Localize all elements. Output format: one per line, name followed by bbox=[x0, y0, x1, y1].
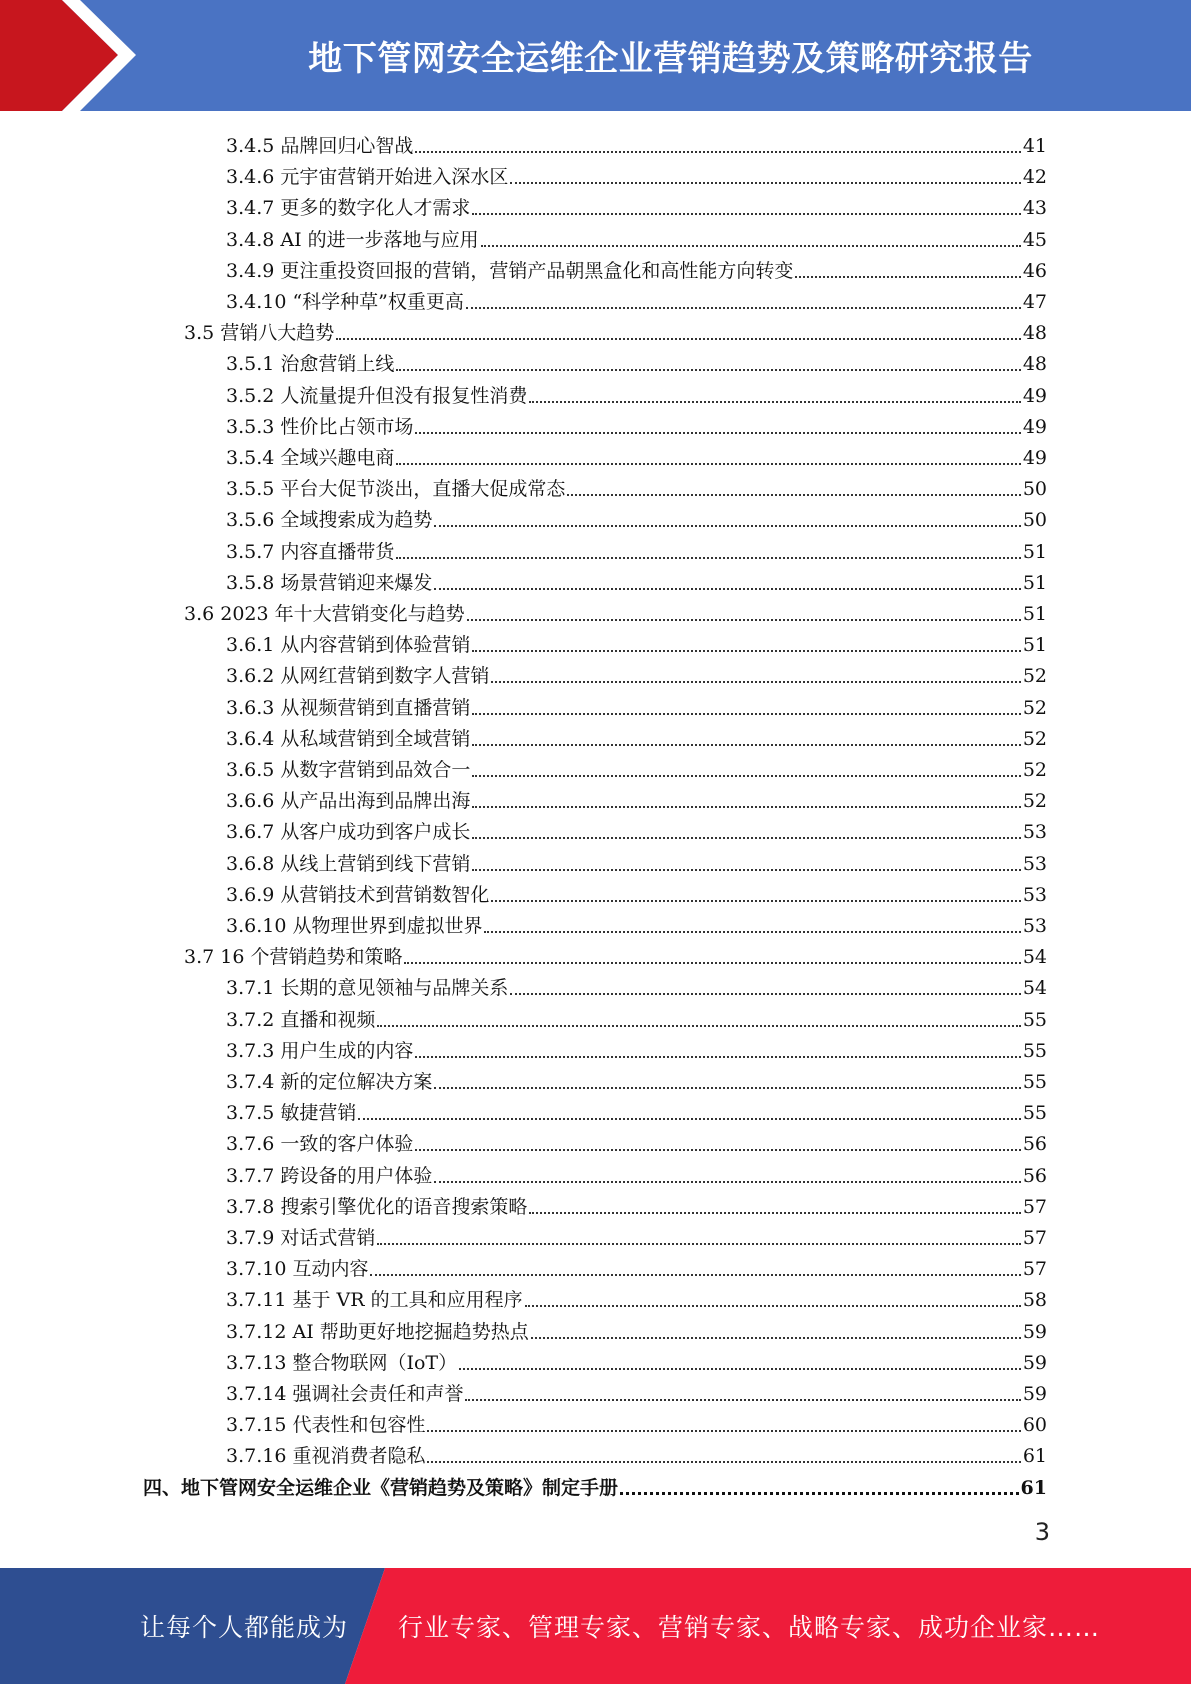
toc-leader-dots bbox=[396, 556, 1020, 559]
toc-entry-page: 59 bbox=[1022, 1321, 1047, 1343]
toc-leader-dots bbox=[434, 1180, 1020, 1183]
toc-entry[interactable] bbox=[226, 501, 1047, 532]
toc-entry-page: 56 bbox=[1022, 1165, 1047, 1187]
toc-leader-dots bbox=[467, 618, 1021, 621]
toc-entry-label: 3.4.7 更多的数字化人才需求 bbox=[226, 197, 471, 219]
toc-entry-page: 53 bbox=[1022, 821, 1047, 843]
toc-leader-dots bbox=[491, 899, 1020, 902]
toc-entry-label: 3.7.3 用户生成的内容 bbox=[226, 1040, 414, 1062]
toc-entry[interactable] bbox=[226, 813, 1047, 844]
toc-leader-dots bbox=[396, 462, 1020, 465]
toc-leader-dots bbox=[481, 244, 1021, 247]
toc-entry-page: 52 bbox=[1022, 665, 1047, 687]
toc-leader-dots bbox=[465, 1398, 1020, 1401]
toc-entry[interactable] bbox=[184, 938, 1047, 969]
toc-leader-dots bbox=[427, 1460, 1020, 1463]
toc-entry-label: 3.6 2023 年十大营销变化与趋势 bbox=[184, 603, 465, 625]
toc-entry-page: 54 bbox=[1022, 946, 1047, 968]
toc-entry-label: 3.5.6 全域搜索成为趋势 bbox=[226, 509, 433, 531]
toc-entry-page: 55 bbox=[1022, 1040, 1047, 1062]
toc-entry-label: 3.5.1 治愈营销上线 bbox=[226, 353, 395, 375]
toc-leader-dots bbox=[415, 431, 1020, 434]
toc-entry[interactable] bbox=[226, 221, 1047, 252]
toc-entry-page: 51 bbox=[1022, 541, 1047, 563]
toc-entry-label: 3.6.4 从私域营销到全域营销 bbox=[226, 728, 471, 750]
footer-slogan-left: 让每个人都能成为 bbox=[140, 1613, 349, 1642]
toc-entry[interactable] bbox=[226, 1188, 1047, 1219]
toc-entry[interactable] bbox=[226, 907, 1047, 938]
toc-entry-label: 3.4.9 更注重投资回报的营销，营销产品朝黑盒化和高性能方向转变 bbox=[226, 260, 794, 282]
toc-entry[interactable] bbox=[226, 720, 1047, 751]
toc-entry-page: 55 bbox=[1022, 1102, 1047, 1124]
page-footer bbox=[0, 1568, 1191, 1684]
toc-entry[interactable] bbox=[226, 969, 1047, 1000]
toc-leader-dots bbox=[795, 275, 1020, 278]
toc-entry[interactable] bbox=[226, 1250, 1047, 1281]
toc-entry-page: 51 bbox=[1022, 634, 1047, 656]
toc-entry-label: 3.4.10 “科学种草”权重更高 bbox=[226, 291, 464, 313]
toc-entry-page: 46 bbox=[1022, 260, 1047, 282]
toc-leader-dots bbox=[377, 1024, 1020, 1027]
toc-entry[interactable] bbox=[226, 626, 1047, 657]
toc-entry[interactable] bbox=[226, 1032, 1047, 1063]
toc-leader-dots bbox=[472, 649, 1020, 652]
toc-entry[interactable] bbox=[226, 408, 1047, 439]
toc-leader-dots bbox=[434, 587, 1020, 590]
toc-entry[interactable] bbox=[226, 751, 1047, 782]
toc-entry-label: 3.7.15 代表性和包容性 bbox=[226, 1414, 426, 1436]
toc-leader-dots bbox=[529, 400, 1020, 403]
toc-leader-dots bbox=[358, 1117, 1020, 1120]
toc-entry-page: 50 bbox=[1022, 478, 1047, 500]
toc-entry-label: 四、地下管网安全运维企业《营销趋势及策略》制定手册 bbox=[143, 1477, 619, 1499]
toc-leader-dots bbox=[472, 774, 1020, 777]
toc-entry-label: 3.7.11 基于 VR 的工具和应用程序 bbox=[226, 1289, 523, 1311]
toc-leader-dots bbox=[434, 524, 1020, 527]
toc-entry-label: 3.7.1 长期的意见领袖与品牌关系 bbox=[226, 977, 509, 999]
toc-entry-label: 3.5.4 全域兴趣电商 bbox=[226, 447, 395, 469]
toc-entry-label: 3.4.6 元宇宙营销开始进入深水区 bbox=[226, 166, 509, 188]
toc-entry-label: 3.7.4 新的定位解决方案 bbox=[226, 1071, 433, 1093]
toc-leader-dots bbox=[466, 306, 1021, 309]
toc-entry-page: 52 bbox=[1022, 790, 1047, 812]
toc-entry-label: 3.4.8 AI 的进一步落地与应用 bbox=[226, 229, 479, 251]
toc-leader-dots bbox=[529, 1211, 1020, 1214]
toc-entry-label: 3.7.12 AI 帮助更好地挖掘趋势热点 bbox=[226, 1321, 529, 1343]
toc-entry-label: 3.6.7 从客户成功到客户成长 bbox=[226, 821, 471, 843]
toc-entry-page: 51 bbox=[1022, 572, 1047, 594]
toc-entry[interactable] bbox=[226, 657, 1047, 688]
toc-leader-dots bbox=[567, 493, 1020, 496]
toc-leader-dots bbox=[415, 1148, 1020, 1151]
toc-entry-label: 3.6.8 从线上营销到线下营销 bbox=[226, 853, 471, 875]
toc-entry-page: 43 bbox=[1022, 197, 1047, 219]
toc-entry-label: 3.6.10 从物理世界到虚拟世界 bbox=[226, 915, 483, 937]
toc-entry[interactable] bbox=[143, 1469, 1047, 1500]
toc-entry[interactable] bbox=[226, 876, 1047, 907]
toc-entry-page: 55 bbox=[1022, 1071, 1047, 1093]
toc-entry-label: 3.7.16 重视消费者隐私 bbox=[226, 1445, 426, 1467]
toc-entry[interactable] bbox=[226, 1063, 1047, 1094]
toc-entry[interactable] bbox=[226, 1219, 1047, 1250]
toc-entry-label: 3.6.5 从数字营销到品效合一 bbox=[226, 759, 471, 781]
toc-entry-page: 48 bbox=[1022, 322, 1047, 344]
toc-entry[interactable] bbox=[226, 1313, 1047, 1344]
toc-entry[interactable] bbox=[226, 252, 1047, 283]
report-title: 地下管网安全运维企业营销趋势及策略研究报告 bbox=[308, 39, 1033, 79]
toc-leader-dots bbox=[472, 712, 1020, 715]
toc-entry[interactable] bbox=[226, 689, 1047, 720]
toc-entry[interactable] bbox=[226, 158, 1047, 189]
toc-entry[interactable] bbox=[226, 1344, 1047, 1375]
toc-entry-label: 3.5.3 性价比占领市场 bbox=[226, 416, 414, 438]
toc-leader-dots bbox=[472, 836, 1020, 839]
toc-entry-page: 52 bbox=[1022, 728, 1047, 750]
toc-entry-label: 3.6.2 从网红营销到数字人营销 bbox=[226, 665, 490, 687]
toc-entry[interactable] bbox=[226, 533, 1047, 564]
toc-entry-page: 51 bbox=[1022, 603, 1047, 625]
toc-entry[interactable] bbox=[226, 564, 1047, 595]
toc-leader-dots bbox=[525, 1304, 1021, 1307]
toc-entry-label: 3.7.10 互动内容 bbox=[226, 1258, 369, 1280]
toc-entry[interactable] bbox=[226, 1375, 1047, 1406]
toc-entry-label: 3.7 16 个营销趋势和策略 bbox=[184, 946, 403, 968]
toc-entry-page: 49 bbox=[1022, 416, 1047, 438]
toc-entry-page: 49 bbox=[1022, 447, 1047, 469]
toc-entry[interactable] bbox=[226, 439, 1047, 470]
toc-leader-dots bbox=[620, 1491, 1019, 1495]
toc-leader-dots bbox=[404, 961, 1020, 964]
toc-entry-label: 3.5.5 平台大促节淡出，直播大促成常态 bbox=[226, 478, 566, 500]
footer-slogan-right: 行业专家、管理专家、营销专家、战略专家、成功企业家…… bbox=[398, 1613, 1101, 1642]
toc-entry[interactable] bbox=[226, 1157, 1047, 1188]
toc-entry[interactable] bbox=[226, 1125, 1047, 1156]
toc-entry[interactable] bbox=[226, 470, 1047, 501]
toc-entry-page: 52 bbox=[1022, 697, 1047, 719]
page-header bbox=[0, 0, 1191, 111]
toc-entry-page: 47 bbox=[1022, 291, 1047, 313]
toc-entry[interactable] bbox=[226, 1094, 1047, 1125]
toc-entry-page: 48 bbox=[1022, 353, 1047, 375]
toc-entry[interactable] bbox=[226, 1001, 1047, 1032]
toc-leader-dots bbox=[491, 680, 1020, 683]
toc-leader-dots bbox=[531, 1336, 1021, 1339]
toc-entry-page: 61 bbox=[1020, 1477, 1047, 1499]
toc-entry-label: 3.5.8 场景营销迎来爆发 bbox=[226, 572, 433, 594]
toc-leader-dots bbox=[472, 743, 1020, 746]
toc-entry[interactable] bbox=[226, 1281, 1047, 1312]
toc-entry[interactable] bbox=[226, 782, 1047, 813]
toc-entry-label: 3.5 营销八大趋势 bbox=[184, 322, 335, 344]
toc-entry-label: 3.6.9 从营销技术到营销数智化 bbox=[226, 884, 490, 906]
toc-leader-dots bbox=[472, 805, 1020, 808]
toc-entry-page: 57 bbox=[1022, 1258, 1047, 1280]
toc-leader-dots bbox=[370, 1273, 1020, 1276]
toc-entry-label: 3.4.5 品牌回归心智战 bbox=[226, 135, 414, 157]
toc-entry-label: 3.6.3 从视频营销到直播营销 bbox=[226, 697, 471, 719]
toc-entry-label: 3.7.6 一致的客户体验 bbox=[226, 1133, 414, 1155]
toc-entry-label: 3.7.7 跨设备的用户体验 bbox=[226, 1165, 433, 1187]
toc-entry-label: 3.6.6 从产品出海到品牌出海 bbox=[226, 790, 471, 812]
toc-entry-page: 50 bbox=[1022, 509, 1047, 531]
toc-entry[interactable] bbox=[226, 1406, 1047, 1437]
toc-entry-page: 59 bbox=[1022, 1383, 1047, 1405]
toc-entry[interactable] bbox=[226, 345, 1047, 376]
toc-entry-page: 60 bbox=[1022, 1414, 1047, 1436]
toc-entry-label: 3.5.7 内容直播带货 bbox=[226, 541, 395, 563]
toc-entry-page: 57 bbox=[1022, 1227, 1047, 1249]
toc-entry-page: 45 bbox=[1022, 229, 1047, 251]
toc-entry[interactable] bbox=[226, 283, 1047, 314]
toc-entry-label: 3.7.8 搜索引擎优化的语音搜索策略 bbox=[226, 1196, 528, 1218]
toc-entry-label: 3.7.2 直播和视频 bbox=[226, 1009, 376, 1031]
toc-entry-page: 57 bbox=[1022, 1196, 1047, 1218]
toc-leader-dots bbox=[377, 1242, 1020, 1245]
toc-entry-label: 3.6.1 从内容营销到体验营销 bbox=[226, 634, 471, 656]
toc-entry-page: 61 bbox=[1022, 1445, 1047, 1467]
toc-entry-label: 3.7.5 敏捷营销 bbox=[226, 1102, 357, 1124]
toc-leader-dots bbox=[510, 992, 1020, 995]
toc-entry-page: 59 bbox=[1022, 1352, 1047, 1374]
toc-entry-page: 53 bbox=[1022, 884, 1047, 906]
toc-entry-page: 42 bbox=[1022, 166, 1047, 188]
toc-leader-dots bbox=[427, 1429, 1020, 1432]
toc-leader-dots bbox=[459, 1367, 1021, 1370]
toc-entry[interactable] bbox=[226, 377, 1047, 408]
toc-entry-page: 56 bbox=[1022, 1133, 1047, 1155]
toc-leader-dots bbox=[472, 212, 1020, 215]
toc-entry[interactable] bbox=[184, 595, 1047, 626]
toc-entry-label: 3.7.9 对话式营销 bbox=[226, 1227, 376, 1249]
toc-leader-dots bbox=[396, 368, 1020, 371]
toc-leader-dots bbox=[510, 181, 1020, 184]
toc-leader-dots bbox=[415, 150, 1020, 153]
toc-entry-page: 49 bbox=[1022, 385, 1047, 407]
toc-entry[interactable] bbox=[226, 845, 1047, 876]
toc-entry-page: 53 bbox=[1022, 853, 1047, 875]
toc-entry[interactable] bbox=[184, 314, 1047, 345]
toc-leader-dots bbox=[484, 930, 1020, 933]
toc-leader-dots bbox=[434, 1086, 1020, 1089]
toc-entry-page: 55 bbox=[1022, 1009, 1047, 1031]
toc-entry-label: 3.5.2 人流量提升但没有报复性消费 bbox=[226, 385, 528, 407]
toc-leader-dots bbox=[472, 868, 1020, 871]
page-number: 3 bbox=[1034, 1518, 1050, 1546]
header-arrow-decoration bbox=[0, 0, 150, 111]
toc-leader-dots bbox=[336, 337, 1021, 340]
toc-entry-label: 3.7.14 强调社会责任和声誉 bbox=[226, 1383, 464, 1405]
toc-entry[interactable] bbox=[226, 1437, 1047, 1468]
toc-entry-page: 58 bbox=[1022, 1289, 1047, 1311]
toc-entry-page: 54 bbox=[1022, 977, 1047, 999]
toc-entry-page: 41 bbox=[1022, 135, 1047, 157]
toc-entry-page: 52 bbox=[1022, 759, 1047, 781]
toc-leader-dots bbox=[415, 1055, 1020, 1058]
toc-entry[interactable] bbox=[226, 127, 1047, 158]
toc-entry-page: 53 bbox=[1022, 915, 1047, 937]
toc-entry[interactable] bbox=[226, 189, 1047, 220]
toc-entry-label: 3.7.13 整合物联网（IoT） bbox=[226, 1352, 458, 1374]
